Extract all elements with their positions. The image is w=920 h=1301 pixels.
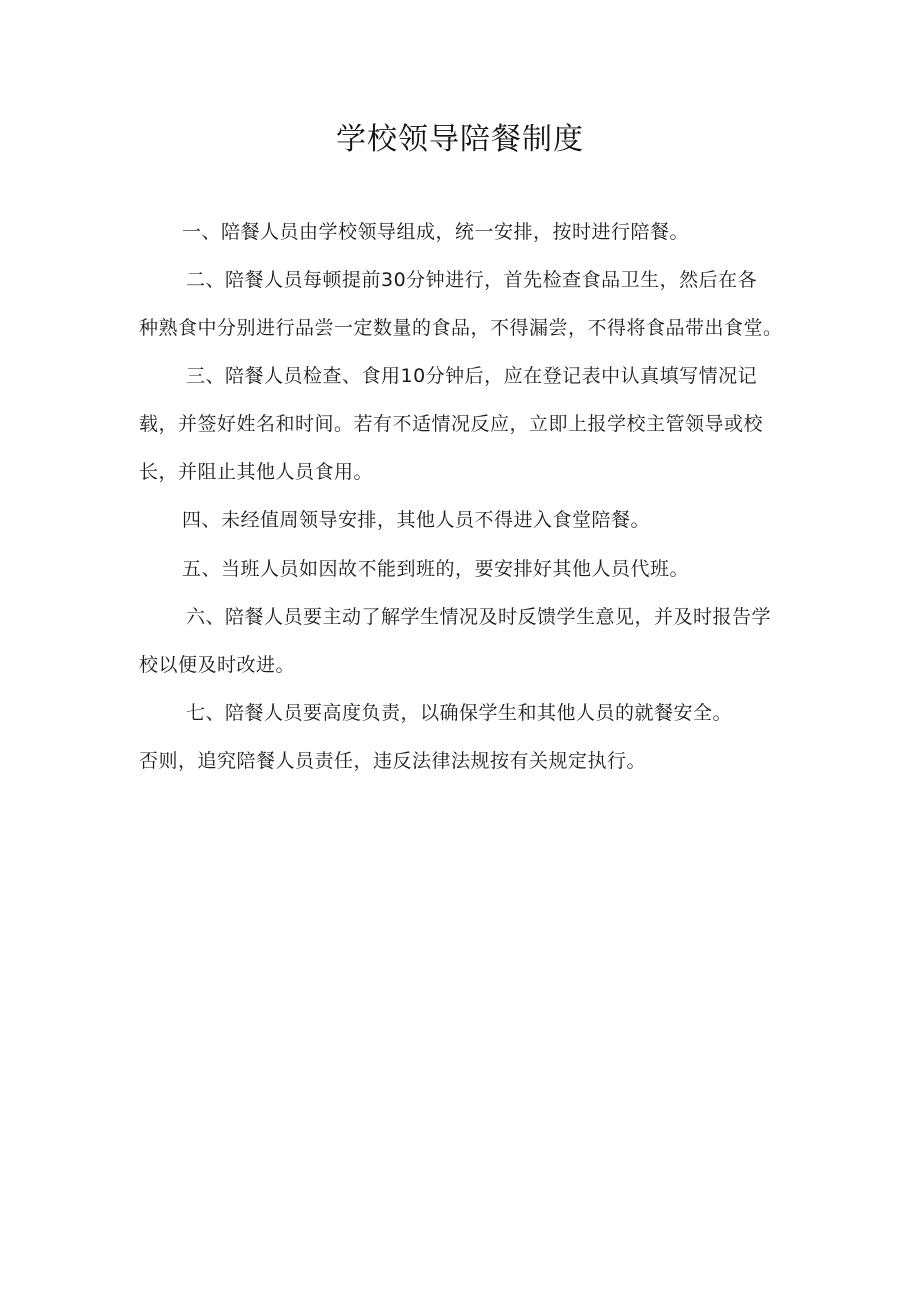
rule-7-line-1: 七、陪餐人员要高度负责，以确保学生和其他人员的就餐安全。 <box>186 702 733 724</box>
rule-4-line-1: 四、未经值周领导安排，其他人员不得进入食堂陪餐。 <box>182 509 651 531</box>
rule-2-line-2: 种熟食中分别进行品尝一定数量的食品，不得漏尝，不得将食品带出食堂。 <box>139 317 783 339</box>
rule-6-line-1: 六、陪餐人员要主动了解学生情况及时反馈学生意见，并及时报告学 <box>186 606 772 628</box>
document-title: 学校领导陪餐制度 <box>336 122 584 157</box>
rule-3-line-2: 载，并签好姓名和时间。若有不适情况反应，立即上报学校主管领导或校 <box>139 413 764 435</box>
rule-5-line-1: 五、当班人员如因故不能到班的，要安排好其他人员代班。 <box>182 558 690 580</box>
rule-3-line-3: 长，并阻止其他人员食用。 <box>139 461 374 483</box>
rule-7-line-2: 否则，追究陪餐人员责任，违反法律法规按有关规定执行。 <box>139 750 647 772</box>
rule-6-line-2: 校以便及时改进。 <box>139 654 296 676</box>
rule-1-line-1: 一、陪餐人员由学校领导组成，统一安排，按时进行陪餐。 <box>182 221 690 243</box>
rule-3-line-1: 三、陪餐人员检查、食用10分钟后，应在登记表中认真填写情况记 <box>186 365 758 387</box>
rule-2-line-1: 二、陪餐人员每顿提前30分钟进行，首先检查食品卫生，然后在各 <box>186 269 758 291</box>
